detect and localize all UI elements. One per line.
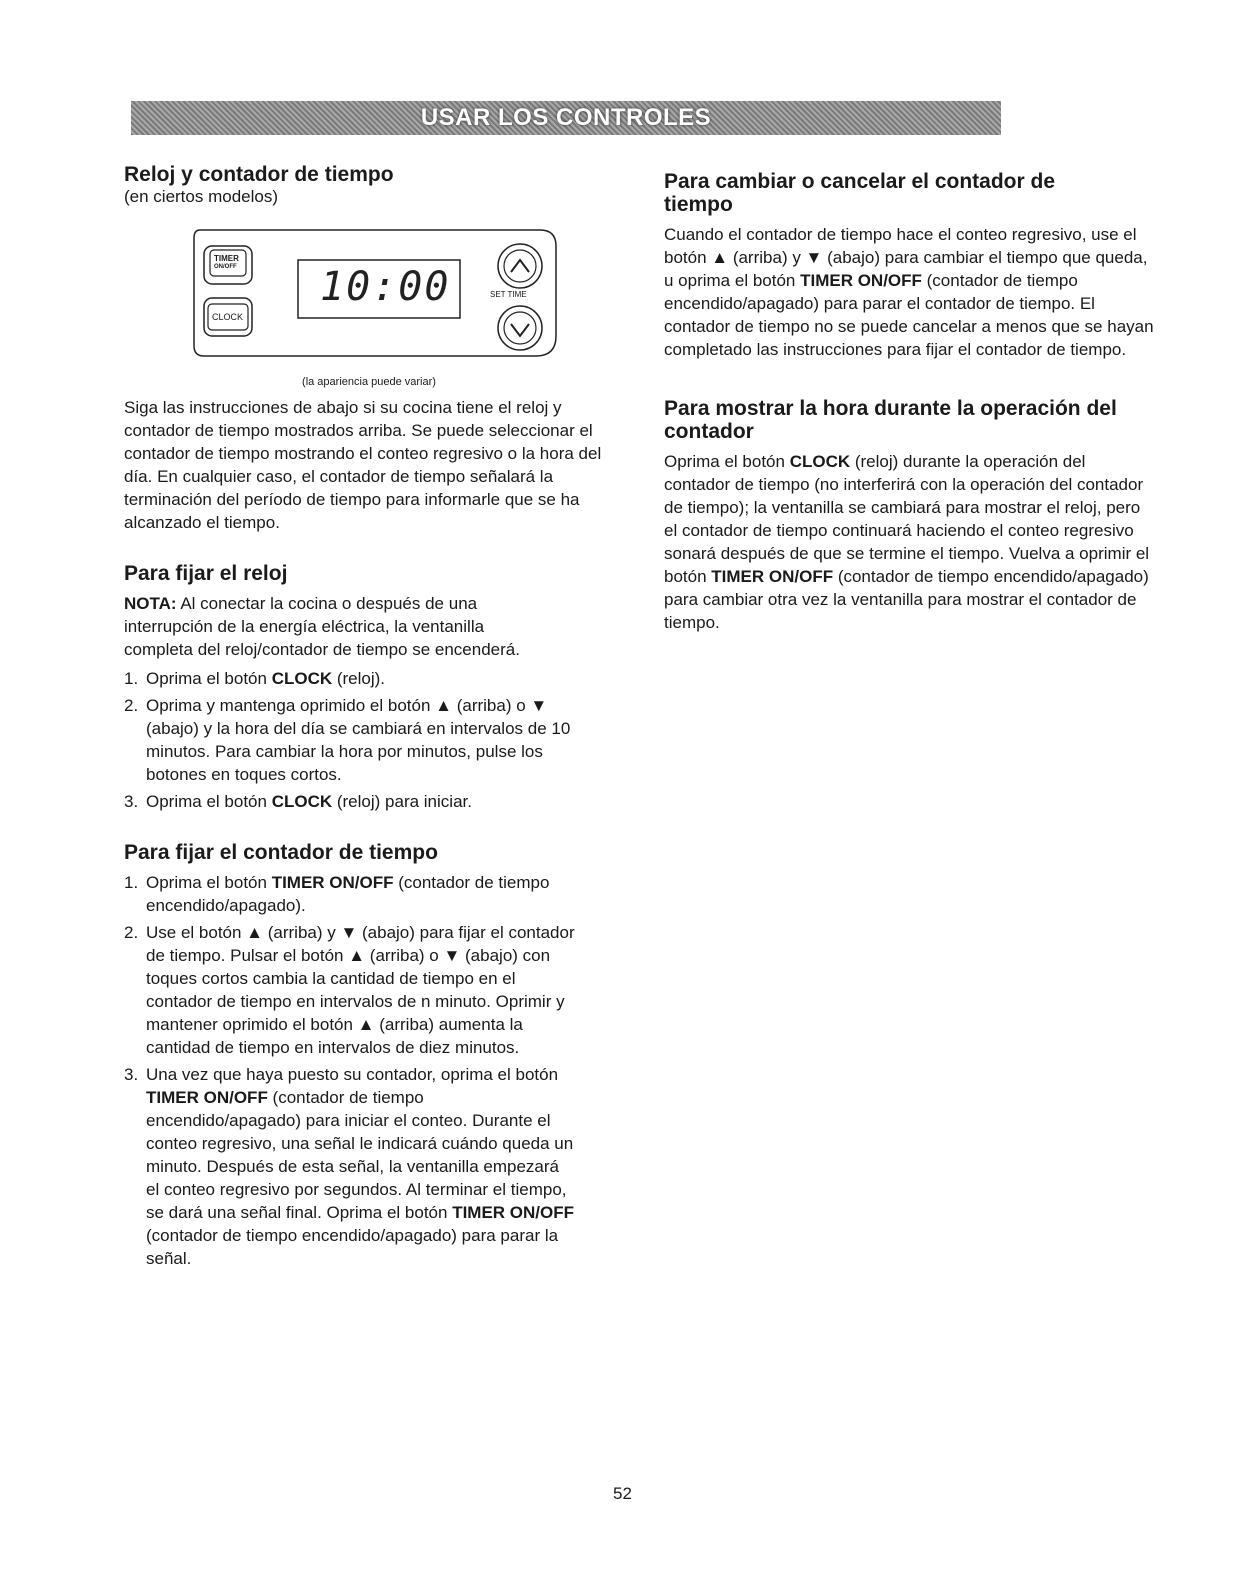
set-clock-heading: Para fijar el reloj xyxy=(124,562,288,585)
left-column xyxy=(124,163,624,1274)
banner-title: USAR LOS CONTROLES xyxy=(420,104,712,131)
page-number: 52 xyxy=(613,1484,632,1503)
show-time-heading: Para mostrar la hora durante la operación del contador xyxy=(664,397,1117,443)
set-clock-steps xyxy=(124,667,604,813)
figure-caption: (la apariencia puede variar) xyxy=(302,376,436,388)
list-item: 1. Oprima el botón TIMER ON/OFF (contador de tiempo encendido/apagado). xyxy=(124,873,550,915)
timer-button-label: TIMER xyxy=(214,254,239,263)
set-timer-steps xyxy=(124,871,584,1270)
set-timer-heading: Para fijar el contador de tiempo xyxy=(124,841,438,864)
clock-section-subheading: (en ciertos modelos) xyxy=(124,187,279,206)
set-time-label: SET TIME xyxy=(490,290,527,299)
set-clock-section xyxy=(124,562,624,813)
list-item: 1. Oprima el botón CLOCK (reloj). xyxy=(124,669,386,688)
note-label: NOTA: xyxy=(124,594,177,613)
timer-button-sublabel: ON/OFF xyxy=(214,264,237,270)
note-text: Al conectar la cocina o después de una interrupción de la energía eléctrica, la ventanilla completa del reloj/contador de tiempo se encenderá. xyxy=(124,594,520,659)
show-time-body: Oprima el botón CLOCK (reloj) durante la operación del contador de tiempo (no interferirá con la operación del contador de tiempo); la ventanilla se cambiará para mostrar el reloj, pero el contador de tiempo continuará haciendo el conteo regresivo sonará después de que se termine el tiempo. Vuelva a oprimir el botón TIMER ON/OFF (contador de tiempo encendido/apagado) para cambiar otra vez la ventanilla para mostrar el contador de tiempo. xyxy=(664,452,1150,632)
change-timer-heading: Para cambiar o cancelar el contador de tiempo xyxy=(664,170,1056,216)
list-item: 3. Una vez que haya puesto su contador, oprima el botón TIMER ON/OFF (contador de tiempo encendido/apagado) para iniciar el conteo. Durante el conteo regresivo, una señal le indicará cuándo queda un minuto. Después de esta señal, la ventanilla empezará el conteo regresivo por segundos. Al terminar el tiempo, se dará una señal final. Oprima el botón TIMER ON/OFF (contador de tiempo encendido/apagado) para parar la señal. xyxy=(124,1065,575,1268)
clock-section-heading: Reloj y contador de tiempo xyxy=(124,163,394,186)
change-timer-section xyxy=(664,170,1154,361)
clock-button-label: CLOCK xyxy=(212,312,244,322)
right-column xyxy=(664,170,1154,634)
set-clock-note xyxy=(124,592,544,661)
list-item: 2. Oprima y mantenga oprimido el botón ▲ (arriba) o ▼ (abajo) y la hora del día se cambiará en intervalos de 10 minutos. Para cambiar la hora por minutos, pulse los botones en toques cortos. xyxy=(124,696,571,784)
down-arrow-icon xyxy=(508,320,532,340)
change-timer-body: Cuando el contador de tiempo hace el conteo regresivo, use el botón ▲ (arriba) y ▼ (abajo) para cambiar el tiempo que queda, u oprima el botón TIMER ON/OFF (contador de tiempo encendido/apagado) para parar el contador de tiempo. El contador de tiempo no se puede cancelar a menos que se hayan completado las instrucciones para fijar el contador de tiempo. xyxy=(664,225,1154,359)
control-panel-illustration xyxy=(190,228,570,368)
list-item: 3. Oprima el botón CLOCK (reloj) para iniciar. xyxy=(124,792,472,811)
list-item: 2. Use el botón ▲ (arriba) y ▼ (abajo) para fijar el contador de tiempo. Pulsar el botón ▲ (arriba) o ▼ (abajo) con toques cortos cambia la cantidad de tiempo en el contador de tiempo en intervalos de n minuto. Oprimir y mantener oprimido el botón ▲ (arriba) aumenta la cantidad de tiempo en intervalos de diez minutos. xyxy=(124,923,575,1057)
section-banner xyxy=(131,101,1001,135)
set-timer-section xyxy=(124,841,624,1270)
show-time-section xyxy=(664,397,1154,634)
clock-section-body: Siga las instrucciones de abajo si su cocina tiene el reloj y contador de tiempo mostrados arriba. Se puede seleccionar el contador de tiempo mostrando el conteo regresivo o la hora del día. En cualquier caso, el contador de tiempo señalará la terminación del período de tiempo para informarle que se ha alcanzado el tiempo. xyxy=(124,398,602,532)
up-arrow-icon xyxy=(508,256,532,276)
clock-display-digits: 10:00 xyxy=(320,264,451,310)
